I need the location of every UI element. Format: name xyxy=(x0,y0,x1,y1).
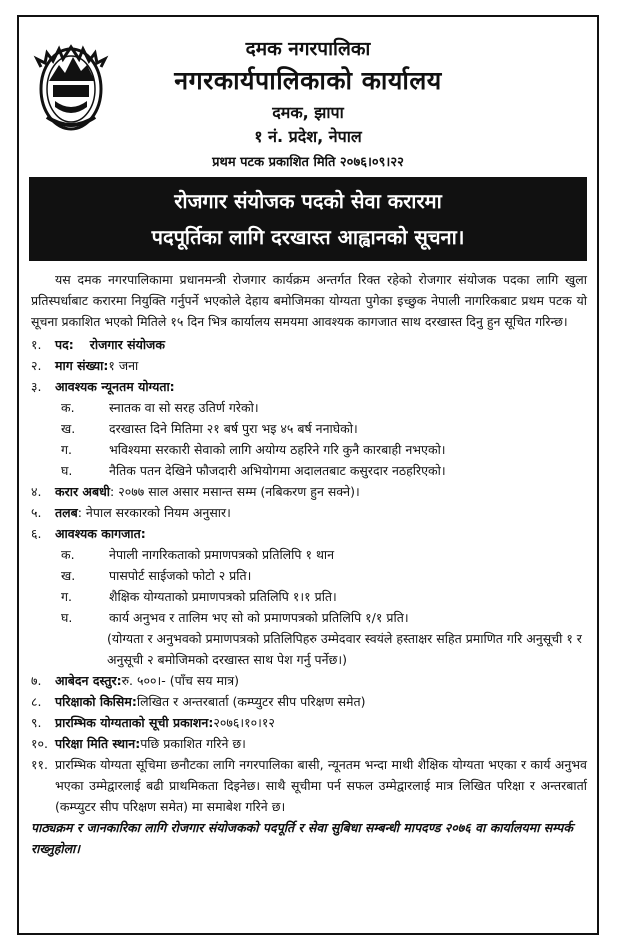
sub-text: नैतिक पतन देखिने फौजदारी अभियोगमा अदालतबाट कसुरदार नठहरिएको। xyxy=(109,463,446,478)
priority-text: प्रारम्भिक योग्यता सूचिमा छनौटका लागि नगरपालिका बासी, न्यूनतम भन्दा माथी शैक्षिक योग्यता भएका र कार्य अनुभव भएका उम्मेद्वारलाई बढी प्राथमिकता दिइनेछ। साथै सूचीमा पर्न सफल उम्मेद्वारलाई मात्र लिखित परिक्षा र अन्तरबार्ता (कम्प्युटर सीप परिक्षण समेत) मा समाबेश गरिने छ। xyxy=(55,757,587,814)
item-number: ११. xyxy=(31,757,48,772)
item-label: पद: xyxy=(55,337,74,352)
sub-key: घ. xyxy=(61,610,73,625)
qualification-d xyxy=(31,460,587,481)
item-number: ५. xyxy=(31,505,42,520)
item-value: पछि प्रकाशित गरिने छ। xyxy=(140,736,246,751)
item-exam-type xyxy=(31,691,587,712)
sub-key: क. xyxy=(61,547,75,562)
item-value: लिखित र अन्तरबार्ता (कम्प्युटर सीप परिक्षण समेत) xyxy=(136,694,366,709)
item-value: रु. ५००।- (पाँच सय मात्र) xyxy=(121,673,240,688)
sub-text: भविश्यमा सरकारी सेवाको लागि अयोग्य ठहरिने गरि कुनै कारबाही नभएको। xyxy=(109,442,446,457)
item-label: परिक्षा मिति स्थान: xyxy=(55,736,141,751)
qualification-c xyxy=(31,439,587,460)
qualification-b xyxy=(31,418,587,439)
item-demand-count xyxy=(31,355,587,376)
item-priority xyxy=(31,754,587,817)
item-shortlist-date xyxy=(31,712,587,733)
document-c xyxy=(31,586,587,607)
item-label: प्रारम्भिक योग्यताको सूची प्रकाशन: xyxy=(55,715,214,730)
item-label: आबेदन दस्तुर: xyxy=(55,673,122,688)
province-line: १ नं. प्रदेश, नेपाल xyxy=(254,127,362,146)
sub-key: ग. xyxy=(61,442,73,457)
intro-paragraph: यस दमक नगरपालिकामा प्रधानमन्त्री रोजगार कार्यक्रम अन्तर्गत रिक्त रहेको रोजगार संयोजक पदका लागि खुला प्रतिस्पर्धाबाट करारमा नियुक्ति गर्नुपर्ने भएकोले देहाय बमोजिमका योग्यता पुगेका इच्छुक नेपाली नागरिकबाट प्रथम पटक यो सूचना प्रकाशित भएको मितिले १५ दिन भित्र कार्यालय समयमा आवश्यक कागजात साथ दरखास्त दिनु हुन सूचित गरिन्छ। xyxy=(31,272,587,329)
sub-text: स्नातक वा सो सरह उतिर्ण गरेको। xyxy=(109,400,259,415)
sub-text: पासपोर्ट साईजको फोटो २ प्रति। xyxy=(109,568,252,583)
item-label: माग संख्या: xyxy=(55,358,109,373)
document-d xyxy=(31,607,587,628)
item-salary xyxy=(31,502,587,523)
item-value: २०७६।१०।१२ xyxy=(213,715,275,730)
item-label: तलब xyxy=(55,505,78,520)
municipality-name: दमक नगरपालिका xyxy=(245,38,371,60)
item-label: परिक्षाको किसिम: xyxy=(55,694,137,709)
item-contract-period xyxy=(31,481,587,502)
item-number: २. xyxy=(31,358,42,373)
item-label: करार अबधी xyxy=(55,484,111,499)
item-number: ७. xyxy=(31,673,42,688)
sub-key: ग. xyxy=(61,589,73,604)
sub-key: ख. xyxy=(61,568,76,583)
item-number: ९. xyxy=(31,715,42,730)
closing-note: पाठ्यक्रम र जानकारिका लागि रोजगार संयोजकको पदपूर्ति र सेवा सुबिधा सम्बन्धी मापदण्ड २०७६ वा कार्यालयमा सम्पर्क राख्नुहोला। xyxy=(31,820,573,856)
qualification-a xyxy=(31,397,587,418)
item-number: ८. xyxy=(31,694,42,709)
item-position xyxy=(31,334,587,355)
item-value: : २०७७ साल असार मसान्त सम्म (नबिकरण हुन सक्ने)। xyxy=(110,484,360,499)
sub-key: ख. xyxy=(61,421,76,436)
sub-text: दरखास्त दिने मितिमा २१ बर्ष पुरा भइ ४५ बर्ष ननाघेको। xyxy=(109,421,358,436)
notice-header xyxy=(19,17,597,177)
title-line-2: पदपूर्तिका लागि दरखास्त आह्वानको सूचना। xyxy=(151,225,465,249)
office-name: नगरकार्यपालिकाको कार्यालय xyxy=(174,66,442,95)
address-line: दमक, झापा xyxy=(272,103,344,122)
notice-frame xyxy=(17,15,599,935)
sub-text: कार्य अनुभव र तालिम भए सो को प्रमाणपत्रको प्रतिलिपि १/१ प्रति। xyxy=(109,610,409,625)
item-value: : नेपाल सरकारको नियम अनुसार। xyxy=(77,505,231,520)
publish-date: प्रथम पटक प्रकाशित मिति २०७६।०९।२२ xyxy=(212,155,404,170)
documents-note: (योग्यता र अनुभवको प्रमाणपत्रको प्रतिलिपिहरु उम्मेदवार स्वयंले हस्ताक्षर सहित प्रमाणित गरि अनुसूची १ र अनुसूची २ बमोजिमको दरखास्त साथ पेश गर्नु पर्नेछ।) xyxy=(107,631,582,667)
sub-text: शैक्षिक योग्यताको प्रमाणपत्रको प्रतिलिपि १।१ प्रति। xyxy=(109,589,337,604)
item-value: रोजगार संयोजक xyxy=(89,337,165,352)
sub-key: घ. xyxy=(61,463,73,478)
item-number: १०. xyxy=(31,736,48,751)
notice-body xyxy=(31,269,587,859)
item-number: ६. xyxy=(31,526,42,541)
item-value: १ जना xyxy=(108,358,139,373)
item-number: १. xyxy=(31,337,42,352)
sub-text: नेपाली नागरिकताको प्रमाणपत्रको प्रतिलिपि १ थान xyxy=(109,547,335,562)
title-line-1: रोजगार संयोजक पदको सेवा करारमा xyxy=(174,189,442,213)
notice-title-banner xyxy=(29,177,587,261)
item-documents xyxy=(31,523,587,544)
item-number: ४. xyxy=(31,484,42,499)
item-exam-date-venue xyxy=(31,733,587,754)
sub-key: क. xyxy=(61,400,75,415)
document-a xyxy=(31,544,587,565)
item-label: आवश्यक कागजात: xyxy=(55,526,146,541)
item-application-fee xyxy=(31,670,587,691)
item-number: ३. xyxy=(31,379,42,394)
item-label: आवश्यक न्यूनतम योग्यता: xyxy=(55,379,175,394)
document-b xyxy=(31,565,587,586)
item-qualification xyxy=(31,376,587,397)
